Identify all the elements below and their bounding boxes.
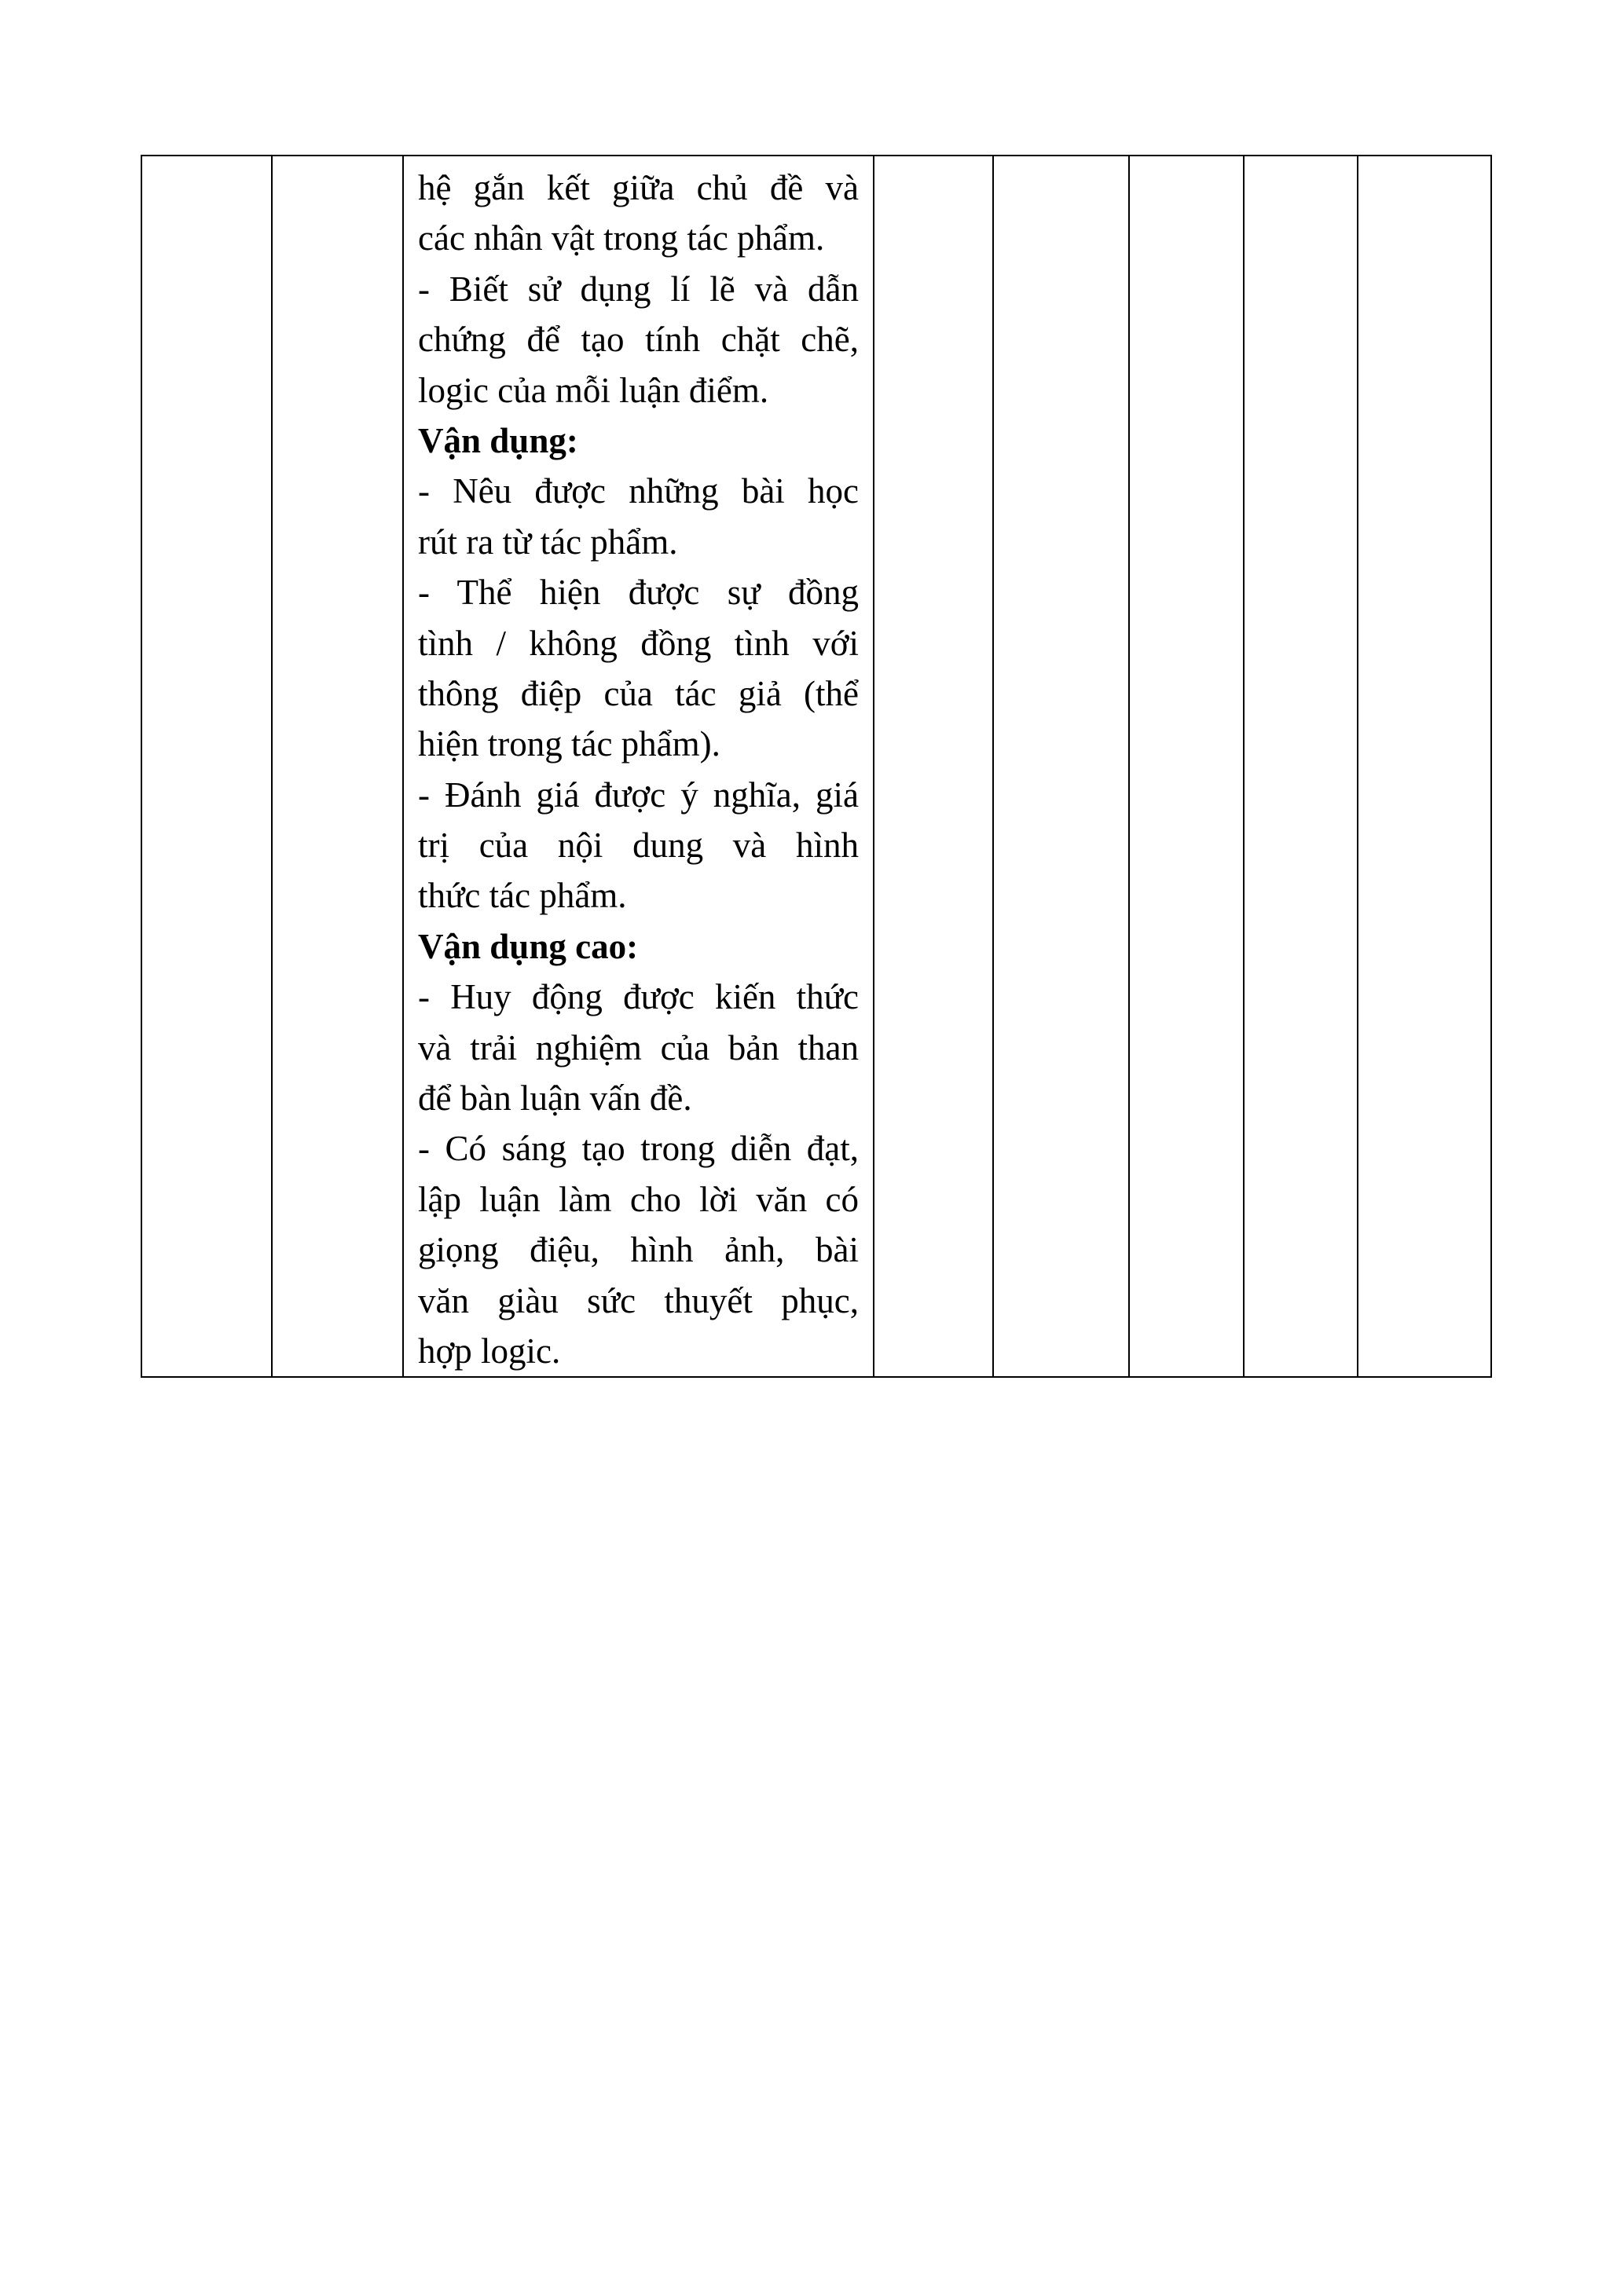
criteria-line: lập luận làm cho lời văn có — [418, 1179, 859, 1219]
criteria-line: tình / không đồng tình với — [418, 623, 859, 663]
table-cell-level-understanding — [993, 156, 1129, 1377]
criteria-heading: Vận dụng cao: — [418, 926, 639, 966]
criteria-text-block — [418, 163, 859, 1376]
table-row — [141, 156, 1491, 1377]
criteria-line: - Đánh giá được ý nghĩa, giá — [418, 774, 859, 815]
criteria-line: giọng điệu, hình ảnh, bài — [418, 1230, 859, 1270]
criteria-line: rút ra từ tác phẩm. — [418, 522, 678, 562]
assessment-matrix-table — [141, 155, 1492, 1378]
table-cell-content-area — [272, 156, 403, 1377]
table-cell-assessment-criteria — [403, 156, 874, 1377]
table-cell-level-recognition — [874, 156, 993, 1377]
criteria-line: hợp logic. — [418, 1331, 561, 1371]
table-cell-stt — [141, 156, 272, 1377]
criteria-line: để bàn luận vấn đề. — [418, 1078, 692, 1119]
criteria-line: các nhân vật trong tác phẩm. — [418, 218, 825, 258]
table-cell-level-application — [1129, 156, 1244, 1377]
criteria-line: hiện trong tác phẩm). — [418, 724, 720, 764]
criteria-line: - Huy động được kiến thức — [418, 977, 859, 1017]
criteria-line: - Nêu được những bài học — [418, 471, 859, 511]
criteria-line: chứng để tạo tính chặt chẽ, — [418, 320, 859, 360]
table-cell-total — [1358, 156, 1491, 1377]
criteria-line: thức tác phẩm. — [418, 876, 627, 916]
criteria-heading: Vận dụng: — [418, 420, 578, 460]
criteria-line: và trải nghiệm của bản than — [418, 1027, 859, 1067]
criteria-line: - Biết sử dụng lí lẽ và dẫn — [418, 269, 859, 309]
criteria-line: logic của mỗi luận điểm. — [418, 370, 769, 410]
criteria-line: thông điệp của tác giả (thể — [418, 673, 859, 713]
criteria-line: - Có sáng tạo trong diễn đạt, — [418, 1129, 859, 1169]
criteria-line: văn giàu sức thuyết phục, — [418, 1280, 859, 1320]
criteria-line: hệ gắn kết giữa chủ đề và — [418, 168, 859, 207]
table-cell-level-advanced — [1244, 156, 1358, 1377]
criteria-line: trị của nội dung và hình — [418, 826, 859, 866]
criteria-line: - Thể hiện được sự đồng — [418, 573, 859, 613]
